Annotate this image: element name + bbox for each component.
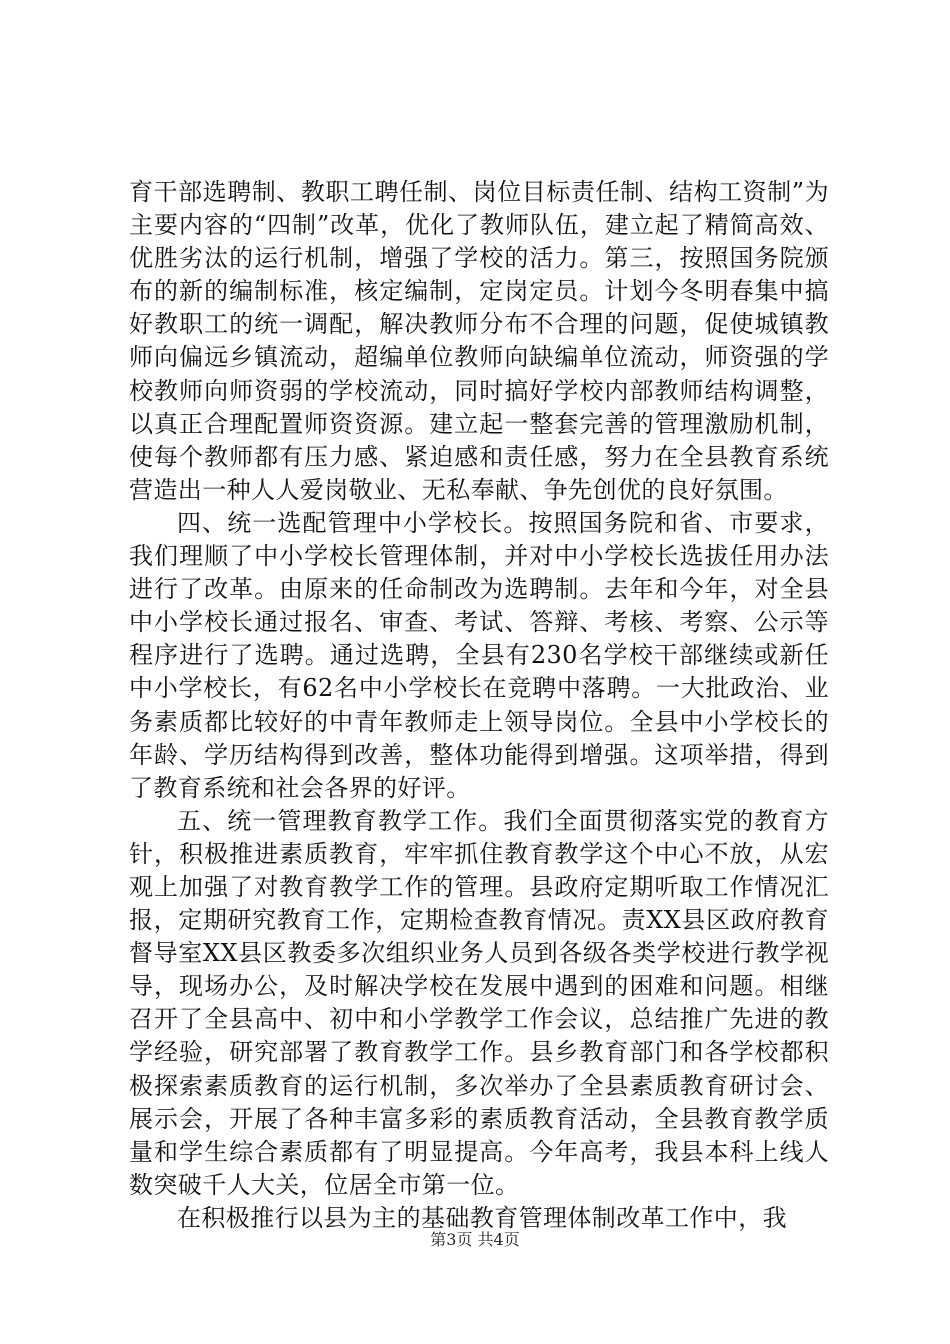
paragraph-teaching-management: 五、统一管理教育教学工作。我们全面贯彻落实党的教育方针，积极推进素质教育，牢牢抓住教育教学这个中心不放，从宏观上加强了对教育教学工作的管理。县政府定期听取工作情况汇报，定期研究教育工作，定期检查教育情况。责XX县区政府教育督导室XX县区教委多次组织业务人员到各级各类学校进行教学视导，现场办公，及时解决学校在发展中遇到的困难和问题。相继召开了全县高中、初中和小学教学工作会议，总结推广先进的教学经验，研究部署了教育教学工作。县乡教育部门和各学校都积极探索素质教育的运行机制，多次举办了全县素质教育研讨会、展示会，开展了各种丰富多彩的素质教育活动，全县教育教学质量和学生综合素质都有了明显提高。今年高考，我县本科上线人数突破千人大关，位居全市第一位。 — [129, 806, 829, 1199]
paragraph-principal-selection: 四、统一选配管理中小学校长。按照国务院和省、市要求，我们理顺了中小学校长管理体制，并对中小学校长选拔任用办法进行了改革。由原来的任命制改为选聘制。去年和今年，对全县中小学校长通过报名、审查、考试、答辩、考核、考察、公示等程序进行了选聘。通过选聘，全县有230名学校干部继续或新任中小学校长，有62名中小学校长在竞聘中落聘。一大批政治、业务素质都比较好的中青年教师走上领导岗位。全县中小学校长的年龄、学历结构得到改善，整体功能得到增强。这项举措，得到了教育系统和社会各界的好评。 — [129, 508, 829, 802]
page-number-footer: 第3页 共4页 — [430, 1230, 520, 1249]
paragraph-reform-conclusion: 在积极推行以县为主的基础教育管理体制改革工作中，我 — [177, 1203, 787, 1232]
document-body — [129, 176, 829, 1235]
paragraph-teacher-reform: 育干部选聘制、教职工聘任制、岗位目标责任制、结构工资制”为主要内容的“四制”改革，优化了教师队伍，建立起了精简高效、优胜劣汰的运行机制，增强了学校的活力。第三，按照国务院颁布的新的编制标准，核定编制，定岗定员。计划今冬明春集中搞好教职工的统一调配，解决教师分布不合理的问题，促使城镇教师向偏远乡镇流动，超编单位教师向缺编单位流动，师资强的学校教师向师资弱的学校流动，同时搞好学校内部教师结构调整，以真正合理配置师资资源。建立起一整套完善的管理激励机制，使每个教师都有压力感、紧迫感和责任感，努力在全县教育系统营造出一种人人爱岗敬业、无私奉献、争先创优的良好氛围。 — [129, 178, 829, 504]
